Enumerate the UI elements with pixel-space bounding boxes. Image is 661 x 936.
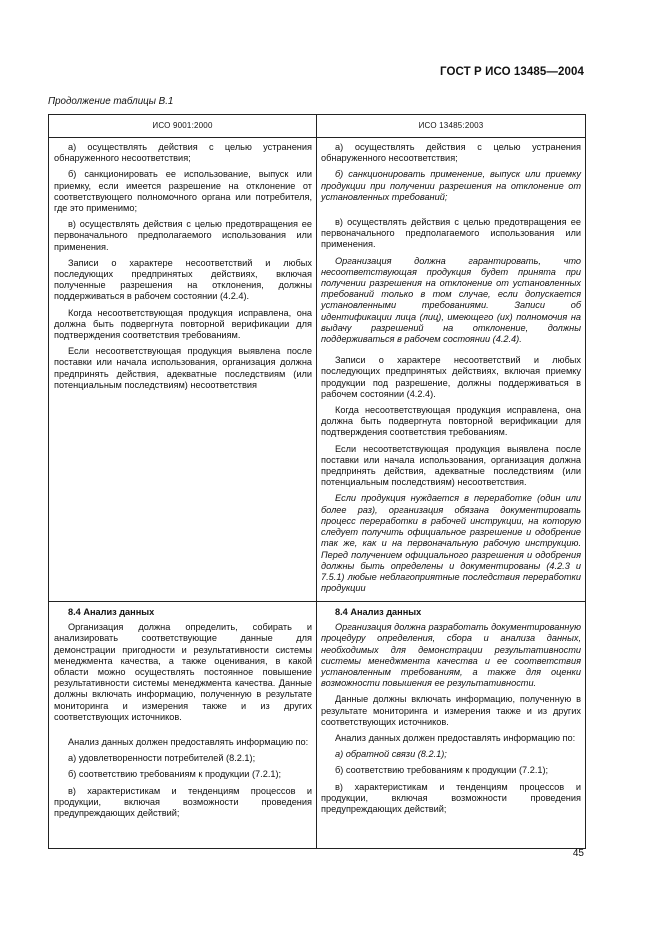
table-paragraph-italic: Если продукция нуждается в переработке (один или более раз), организация обязана документировать процесс переработки в рабочей инструкции, на которую следует получить официальное разрешение и одобрение так же, как и на первоначальную рабочую инструкцию. Перед получением официального разрешения и одобрения должны быть определены и документированы (4.2.3 и 7.5.1) любые неблагоприятные последствия переработки продукции	[321, 493, 581, 594]
table-paragraph: а) осуществлять действия с целью устранения обнаруженного несоответствия;	[321, 142, 581, 164]
table-paragraph: Данные должны включать информацию, полученную в результате мониторинга и измерения также и из других соответствующих источников.	[321, 694, 581, 727]
table-paragraph: в) осуществлять действия с целью предотвращения ее первоначального предполагаемого использования или применения.	[54, 219, 312, 252]
table-paragraph: Анализ данных должен предоставлять информацию по:	[68, 737, 309, 748]
table-paragraph: б) санкционировать ее использование, выпуск или приемку, если имеется разрешение на отклонение от соответствующего полномочного органа или потребителя, где это применимо;	[54, 169, 312, 214]
table-paragraph-italic: Организация должна разработать документированную процедуру определения, сбора и анализа данных, необходимых для демонстрации результативности системы менеджмента качества и ее соответствия установленным требованиям, а также для оценки возможности повышения ее результативности.	[321, 622, 581, 689]
table-paragraph: в) характеристикам и тенденциям процессов и продукции, включая возможности проведения предупреждающих действий;	[321, 781, 581, 815]
table-paragraph: в) характеристикам и тенденциям процессов и продукции, включая возможности проведения предупреждающих действий;	[54, 785, 312, 819]
row2-right-cell	[321, 607, 581, 820]
row-divider	[49, 601, 585, 602]
table-paragraph: Когда несоответствующая продукция исправлена, она должна быть подвергнута повторной верификации для подтверждения соответствия требованиям.	[321, 405, 581, 438]
section-title: 8.4 Анализ данных	[335, 607, 422, 617]
comparison-table	[48, 114, 586, 849]
table-paragraph: Если несоответствующая продукция выявлена после поставки или начала использования, организация должна предпринять действия, адекватные последствиям (или потенциальным последствиям) несоответствия	[54, 346, 312, 390]
column-header-iso9001: ИСО 9001:2000	[152, 121, 213, 130]
table-paragraph: в) осуществлять действия с целью предотвращения ее первоначального предполагаемого использования или применения.	[321, 217, 581, 250]
section-title: 8.4 Анализ данных	[68, 607, 155, 617]
table-paragraph: Записи о характере несоответствий и любых последующих предпринятых действиях, включая приемку продукции под разрешение, должны поддерживаться в рабочем состоянии (4.2.4).	[321, 355, 581, 399]
column-header-iso13485: ИСО 13485:2003	[418, 121, 484, 130]
table-paragraph: б) соответствию требованиям к продукции (7.2.1);	[68, 769, 282, 780]
table-paragraph-italic: Организация должна гарантировать, что несоответствующая продукция будет принята при получении разрешения на отклонение от установленных требований только в том случае, если допускается установленными требованиями. Записи об идентификации лица (лиц), имеющего (их) полномочия на выдачу разрешений на отклонение, должны поддерживаться в рабочем состоянии (4.2.4).	[321, 255, 581, 345]
row2-left-cell	[54, 607, 312, 824]
table-paragraph-italic: а) обратной связи (8.2.1);	[335, 749, 447, 760]
page-number: 45	[572, 848, 584, 859]
table-paragraph: Анализ данных должен предоставлять информацию по:	[335, 733, 576, 744]
table-paragraph: Если несоответствующая продукция выявлена после поставки или начала использования, организация должна предпринять действия, адекватные последствиям (или потенциальным последствиям) несоответствия.	[321, 443, 581, 488]
table-paragraph: а) удовлетворенности потребителей (8.2.1);	[68, 753, 256, 764]
row1-left-cell	[54, 142, 312, 396]
table-paragraph: Когда несоответствующая продукция исправлена, она должна быть подвергнута повторной верификации для подтверждения соответствия требованиям.	[54, 307, 312, 341]
row1-right-cell	[321, 142, 581, 599]
table-header-row	[49, 115, 585, 138]
table-paragraph: а) осуществлять действия с целью устранения обнаруженного несоответствия;	[54, 142, 312, 164]
table-paragraph: Записи о характере несоответствий и любых последующих предпринятых действиях, включая полученные разрешения на отклонения, должны поддерживаться в рабочем состоянии (4.2.4).	[54, 257, 312, 302]
column-divider	[316, 115, 317, 848]
document-header: ГОСТ Р ИСО 13485—2004	[439, 66, 584, 78]
table-paragraph: б) соответствию требованиям к продукции (7.2.1);	[335, 765, 549, 776]
table-paragraph-italic: б) санкционировать применение, выпуск или приемку продукции при получении разрешения на отклонение от установленных требований;	[321, 169, 581, 202]
table-caption: Продолжение таблицы В.1	[48, 96, 174, 107]
table-paragraph: Организация должна определить, собирать и анализировать соответствующие данные для демонстрации пригодности и результативности системы менеджмента качества, а также оценивания, в какой области можно осуществлять постоянное повышение результативности системы менеджмента качества. Данные должны включать информацию, полученную в результате мониторинга и измерения также и из других соответствующих источников.	[54, 622, 312, 722]
